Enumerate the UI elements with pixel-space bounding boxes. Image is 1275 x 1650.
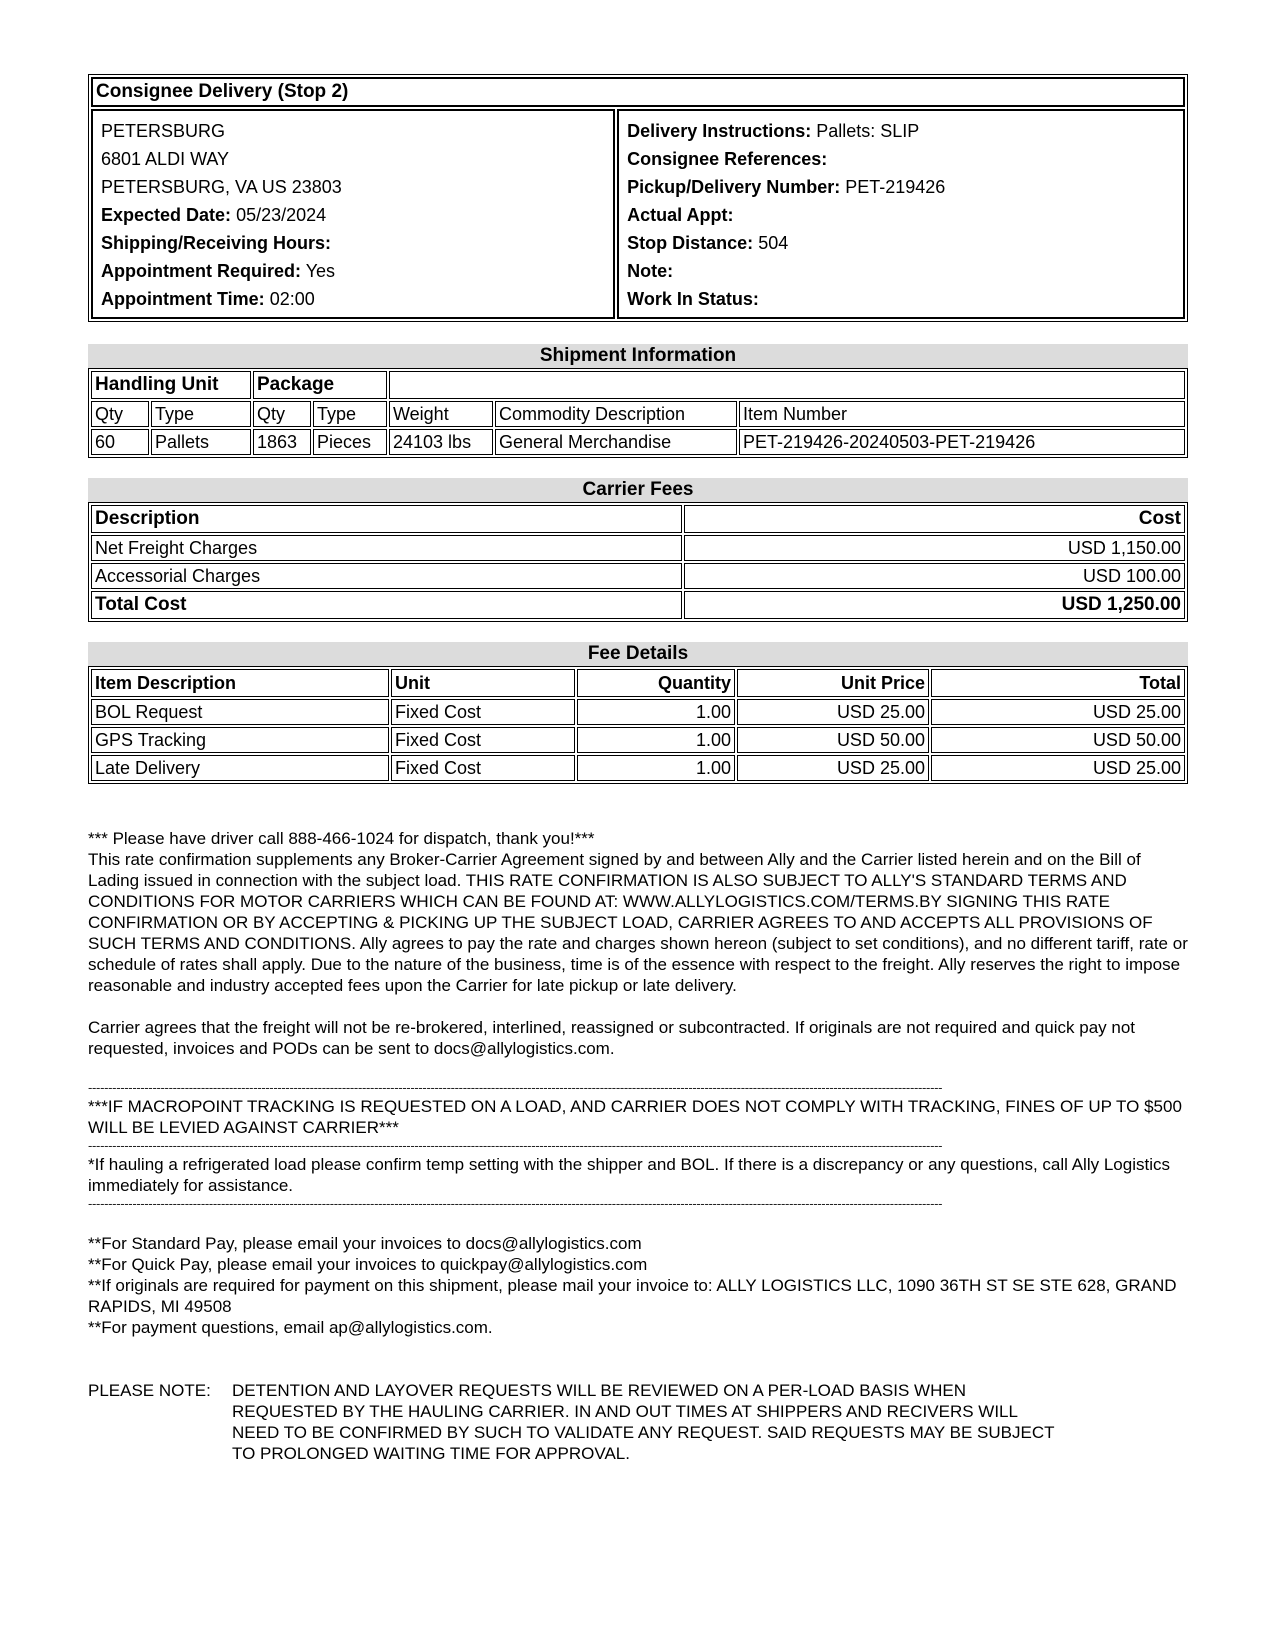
total-header: Total [931,669,1185,697]
fee-total: USD 25.00 [931,699,1185,725]
fee-item: BOL Request [91,699,389,725]
fee-unit-price: USD 25.00 [737,755,929,781]
hu-qty-header: Qty [91,401,149,427]
fee-unit: Fixed Cost [391,699,575,725]
table-row [91,755,1185,781]
fee-cost: USD 1,150.00 [684,535,1185,561]
item-number-header: Item Number [739,401,1185,427]
unit-header: Unit [391,669,575,697]
payment-questions-note: **For payment questions, email ap@allylogistics.com. [88,1318,493,1337]
consignee-references: Consignee References: [627,149,828,169]
table-row [91,563,1185,589]
hu-type-header: Type [151,401,251,427]
quantity-header: Quantity [577,669,735,697]
shipment-blank-header [389,371,1185,399]
carrier-fees-table [88,502,1188,622]
fee-desc: Net Freight Charges [91,535,682,561]
table-row [91,429,1185,455]
fee-quantity: 1.00 [577,755,735,781]
shipment-table [88,368,1188,458]
table-row [91,727,1185,753]
consignee-box [88,74,1188,322]
consignee-address-cell [91,109,615,319]
package-header: Package [253,371,387,399]
total-row [91,591,1185,619]
shipping-hours: Shipping/Receiving Hours: [101,233,332,253]
fee-unit-price: USD 50.00 [737,727,929,753]
fee-details-header: Fee Details [88,642,1188,666]
fee-unit: Fixed Cost [391,755,575,781]
pkg-type: Pieces [313,429,387,455]
fee-cost-header: Cost [684,505,1185,533]
actual-appt: Actual Appt: [627,205,734,225]
total-cost-value: USD 1,250.00 [684,591,1185,619]
shipment-info-header: Shipment Information [88,344,1188,368]
item-number: PET-219426-20240503-PET-219426 [739,429,1185,455]
fee-description-header: Description [91,505,682,533]
weight-header: Weight [389,401,493,427]
pickup-delivery-number: Pickup/Delivery Number: PET-219426 [627,177,946,197]
note: Note: [627,261,674,281]
divider: -------------------------------------------------------------------------------------------------------------------------------------------------------------------------------------------------------------------- [88,1196,943,1211]
hu-type: Pallets [151,429,251,455]
shipment-column-headers [91,401,1185,427]
expected-date: Expected Date: 05/23/2024 [101,205,327,225]
quick-pay-note: **For Quick Pay, please email your invoices to quickpay@allylogistics.com [88,1255,648,1274]
standard-pay-note: **For Standard Pay, please email your invoices to docs@allylogistics.com [88,1234,642,1253]
terms-section [88,828,1188,1464]
fee-quantity: 1.00 [577,727,735,753]
please-note [88,1380,1188,1464]
weight: 24103 lbs [389,429,493,455]
consignee-title: Consignee Delivery (Stop 2) [91,77,1185,107]
table-row [91,699,1185,725]
please-note-text: DETENTION AND LAYOVER REQUESTS WILL BE REVIEWED ON A PER-LOAD BASIS WHEN REQUESTED BY THE HAULING CARRIER. IN AND OUT TIMES AT SHIPPERS AND RECIVERS WILL NEED TO BE CONFIRMED BY SUCH TO VALIDATE ANY REQUEST. SAID REQUESTS MAY BE SUBJECT TO PROLONGED WAITING TIME FOR APPROVAL. [232,1381,1055,1463]
fee-item: Late Delivery [91,755,389,781]
unit-price-header: Unit Price [737,669,929,697]
fee-cost: USD 100.00 [684,563,1185,589]
pkg-type-header: Type [313,401,387,427]
appointment-required: Appointment Required: Yes [101,261,336,281]
delivery-instructions: Delivery Instructions: Pallets: SLIP [627,121,920,141]
dispatch-note: *** Please have driver call 888-466-1024 for dispatch, thank you!*** [88,829,595,848]
stop-distance: Stop Distance: 504 [627,233,789,253]
appointment-time: Appointment Time: 02:00 [101,289,315,309]
consignee-name: PETERSBURG [101,121,226,141]
reefer-note: *If hauling a refrigerated load please confirm temp setting with the shipper and BOL. If there is a discrepancy or any questions, call Ally Logistics immediately for assistance. [88,1155,1170,1195]
fee-unit: Fixed Cost [391,727,575,753]
rate-confirmation-page [88,74,1188,1464]
fee-quantity: 1.00 [577,699,735,725]
fee-total: USD 50.00 [931,727,1185,753]
fee-details-table [88,666,1188,784]
please-note-label: PLEASE NOTE: [88,1381,211,1400]
hu-qty: 60 [91,429,149,455]
handling-unit-header: Handling Unit [91,371,251,399]
fee-desc: Accessorial Charges [91,563,682,589]
consignee-address1: 6801 ALDI WAY [101,149,230,169]
macropoint-warning: ***IF MACROPOINT TRACKING IS REQUESTED ON A LOAD, AND CARRIER DOES NOT COMPLY WITH TRACKING, FINES OF UP TO $500 WILL BE LEVIED AGAINST CARRIER*** [88,1097,1182,1137]
divider: -------------------------------------------------------------------------------------------------------------------------------------------------------------------------------------------------------------------- [88,1138,943,1153]
fee-unit-price: USD 25.00 [737,699,929,725]
pkg-qty-header: Qty [253,401,311,427]
originals-note: **If originals are required for payment on this shipment, please mail your invoice to: ALLY LOGISTICS LLC, 1090 36TH ST SE STE 628, GRAND RAPIDS, MI 49508 [88,1276,1177,1316]
total-cost-label: Total Cost [91,591,682,619]
pkg-qty: 1863 [253,429,311,455]
terms-paragraph-1: This rate confirmation supplements any Broker-Carrier Agreement signed by and between Ally and the Carrier listed herein and on the Bill of Lading issued in connection with the subject load. THIS RATE CONFIRMATION IS ALSO SUBJECT TO ALLY'S STANDARD TERMS AND CONDITIONS FOR MOTOR CARRIERS WHICH CAN BE FOUND AT: WWW.ALLYLOGISTICS.COM/TERMS.BY SIGNING THIS RATE CONFIRMATION OR BY ACCEPTING & PICKING UP THE SUBJECT LOAD, CARRIER AGREES TO AND ACCEPTS ALL PROVISIONS OF SUCH TERMS AND CONDITIONS. Ally agrees to pay the rate and charges shown hereon (subject to set conditions), and no different tariff, rate or schedule of rates shall apply. Due to the nature of the business, time is of the essence with respect to the freight. Ally reserves the right to impose reasonable and industry accepted fees upon the Carrier for late pickup or late delivery. [88,850,1188,995]
divider: -------------------------------------------------------------------------------------------------------------------------------------------------------------------------------------------------------------------- [88,1080,943,1095]
item-description-header: Item Description [91,669,389,697]
fee-item: GPS Tracking [91,727,389,753]
carrier-fees-header: Carrier Fees [88,478,1188,502]
commodity: General Merchandise [495,429,737,455]
fee-total: USD 25.00 [931,755,1185,781]
consignee-address2: PETERSBURG, VA US 23803 [101,177,342,197]
terms-paragraph-2: Carrier agrees that the freight will not be re-brokered, interlined, reassigned or subcontracted. If originals are not required and quick pay not requested, invoices and PODs can be sent to docs@allylogistics.com. [88,1018,1136,1058]
consignee-details-cell [617,109,1185,319]
commodity-header: Commodity Description [495,401,737,427]
work-in-status: Work In Status: [627,289,759,309]
table-row [91,535,1185,561]
